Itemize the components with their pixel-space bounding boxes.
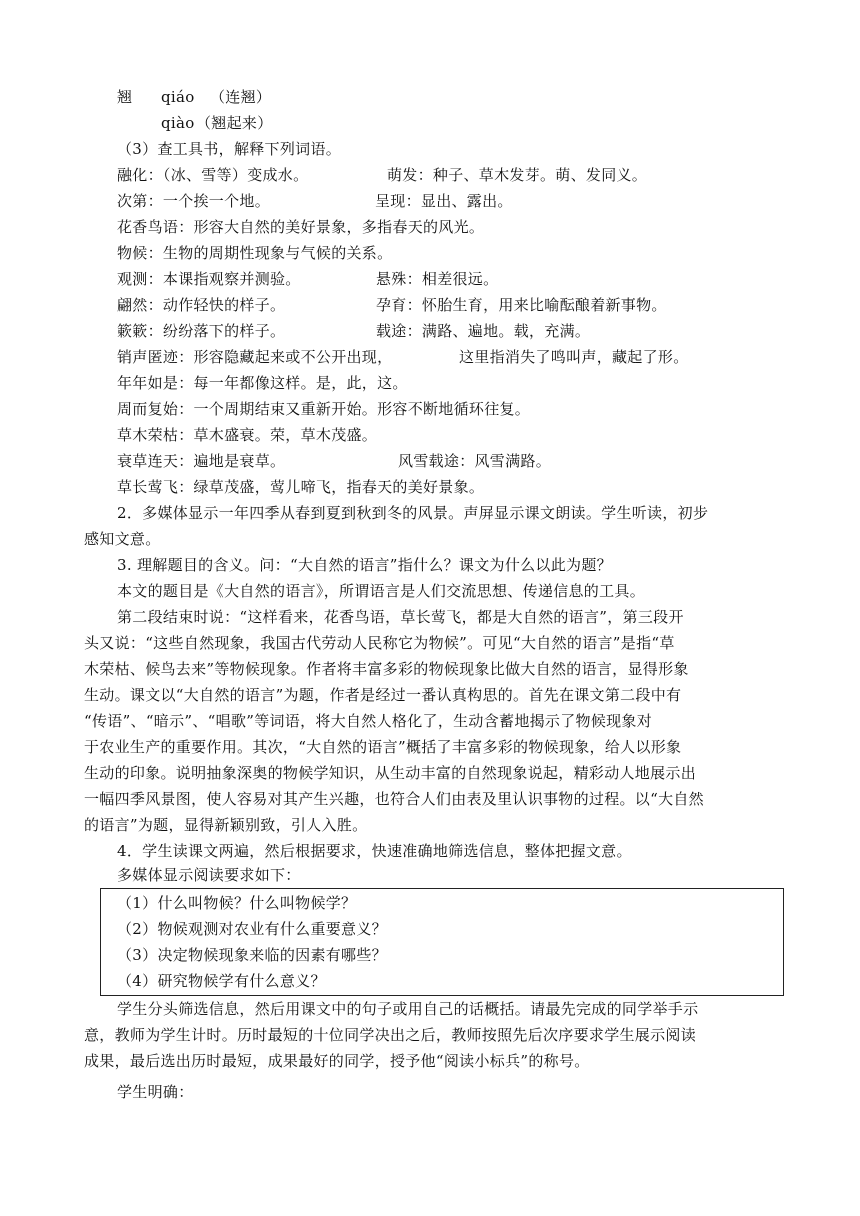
term-definition: 年年如是：每一年都像这样。是，此，这。	[117, 374, 408, 392]
term-definition: 翩然：动作轻快的样子。	[117, 296, 286, 314]
term-definition: 这里指消失了鸣叫声，藏起了形。	[459, 348, 689, 366]
term-definition: 周而复始：一个周期结束又重新开始。形容不断地循环往复。	[117, 400, 531, 418]
term-definition: 载途：满路、遍地。载，充满。	[376, 322, 591, 340]
term-definition: 悬殊：相差很远。	[376, 270, 499, 288]
pron-word-1: （连翘）	[210, 88, 272, 106]
term-definition: 呈现：显出、露出。	[375, 192, 513, 210]
term-definition: 草长莺飞：绿草茂盛，莺儿啼飞，指春天的美好景象。	[117, 478, 485, 496]
term-definition: 销声匿迹：形容隐藏起来或不公开出现，	[117, 348, 393, 366]
term-definition: 孕育：怀胎生育，用来比喻酝酿着新事物。	[376, 296, 667, 314]
term-definition: 花香鸟语：形容大自然的美好景象，多指春天的风光。	[117, 218, 485, 236]
term-definition: 簌簌：纷纷落下的样子。	[117, 322, 286, 340]
term-definition: 衰草连天：遍地是衰草。	[117, 452, 286, 470]
term-definition: 萌发：种子、草木发芽。萌、发同义。	[387, 166, 648, 184]
term-definition: 风雪载途：风雪满路。	[398, 452, 552, 470]
term-definition: 融化：（冰、雪等）变成水。	[117, 166, 309, 184]
term-definition: 观测：本课指观察并测验。	[117, 270, 301, 288]
document-page: 翘 qiáo （连翘） qiào （翘起来） （3）查工具书，解释下列词语。 融化：（冰、雪等）变成水。 萌发：种子、草木发芽。萌、发同义。 次第：一个挨一个地。 呈现：显出、露出。 花香鸟语：形容大自然的美好景象，多指春天的风光。 物候：生物的周期性现象与气候的关系。 观测：本课指观察并测验。 悬殊：相差很远。 翩然：动作轻快的样子。 孕育：怀胎生育，用来比喻酝酿着新事物。 簌簌：纷纷落下的样子。 载途：满路、遍地。载，充满。 销声匿迹：形容隐藏起来或不公开出现， 这里指消失了鸣叫声，藏起了形。 年年如是：每一年都像这样。是，此，这。 周而复始：一个周期结束又重新开始。形容不断地循环往复。 草木荣枯：草木盛衰。荣，草木茂盛。 衰草连天：遍地是衰草。 风雪载途：风雪满路。 草长莺飞：绿草茂盛，莺儿啼飞，指春天的美好景象。 2．多媒体显示一年四季从春到夏到秋到冬的风景。声屏显示课文朗读。学生听读，初步 感知文意。 3. 理解题目的含义。问：“大自然的语言”指什么？课文为什么以此为题？ 本文的题目是《大自然的语言》，所谓语言是人们交流思想、传递信息的工具。 第二段结束时说：“这样看来，花香鸟语，草长莺飞，都是大自然的语言”，第三段开 头又说：“这些自然现象，我国古代劳动人民称它为物候”。可见“大自然的语言”是指“草 木荣枯、候鸟去来”等物候现象。作者将丰富多彩的物候现象比做大自然的语言，显得形象 生动。课文以“大自然的语言”为题，作者是经过一番认真构思的。首先在课文第二段中有 “传语”、“暗示”、“唱歌”等词语，将大自然人格化了，生动含蓄地揭示了物候现象对 于农业生产的重要作用。其次，“大自然的语言”概括了丰富多彩的物候现象，给人以形象 生动的印象。说明抽象深奥的物候学知识，从生动丰富的自然现象说起，精彩动人地展示出 一幅四季风景图，使人容易对其产生兴趣，也符合人们由表及里认识事物的过程。以“大自然 的语言”为题，显得新颖别致，引人入胜。 4．学生读课文两遍，然后根据要求，快速准确地筛选信息，整体把握文意。 多媒体显示阅读要求如下： （1）什么叫物候？什么叫物候学？ （2）物候观测对农业有什么重要意义？ （3）决定物候现象来临的因素有哪些？ （4）研究物候学有什么意义？ 学生分头筛选信息，然后用课文中的句子或用自己的话概括。请最先完成的同学举手示 意，教师为学生计时。历时最短的十位同学决出之后，教师按照先后次序要求学生展示阅读 成果，最后选出历时最短，成果最好的同学，授予他“阅读小标兵”的称号。 学生明确：	[0, 0, 860, 1216]
pron-pinyin-2: qiào	[161, 114, 195, 132]
term-definition: 次第：一个挨一个地。	[117, 192, 271, 210]
term-definition: 草木荣枯：草木盛衰。荣，草木茂盛。	[117, 426, 378, 444]
pron-word-2: （翘起来）	[196, 114, 273, 132]
pron-pinyin-1: qiáo	[161, 88, 195, 106]
term-definition: 物候：生物的周期性现象与气候的关系。	[117, 244, 393, 262]
pron-char: 翘	[117, 88, 133, 106]
